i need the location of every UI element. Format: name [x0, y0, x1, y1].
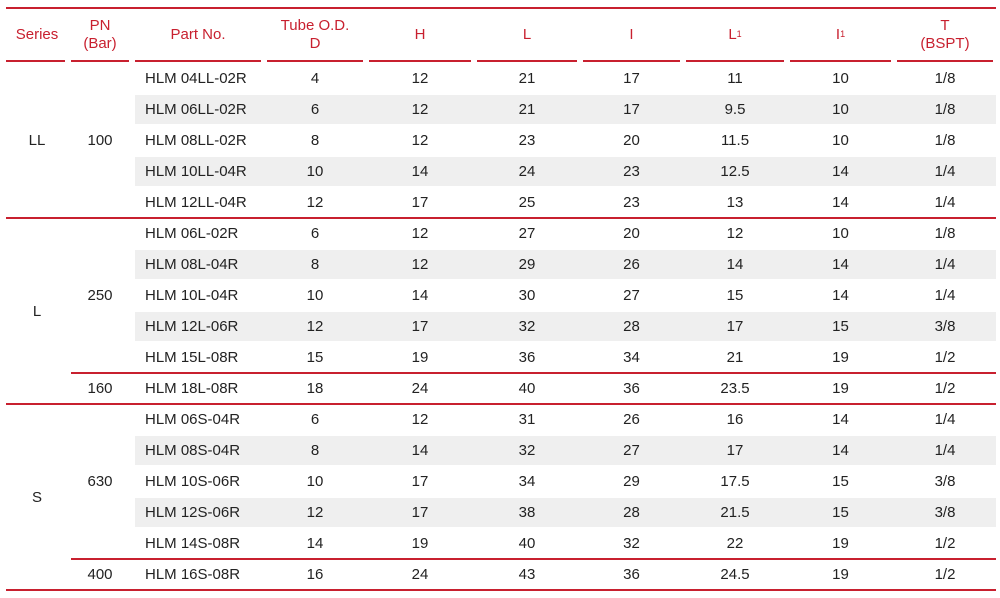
header-rule [897, 60, 993, 62]
table-cell: 23.5 [720, 380, 750, 397]
pn-cell: 100 [87, 132, 113, 149]
table-cell: 14 [306, 535, 324, 552]
table-cell: 17 [726, 442, 744, 459]
table-cell: 14 [411, 287, 429, 304]
table-cell: 40 [518, 535, 536, 552]
table-cell: 12 [411, 411, 429, 428]
table-cell: 10 [306, 287, 324, 304]
table-cell: 1/4 [934, 163, 956, 180]
table-cell: 29 [518, 256, 536, 273]
table-cell: 1/8 [934, 101, 956, 118]
table-cell: 11.5 [720, 132, 750, 149]
table-cell: 14 [832, 194, 849, 211]
pn-cell: 160 [87, 380, 113, 397]
part-number-cell: HLM 10LL-04R [145, 163, 247, 180]
table-cell: 12 [411, 225, 429, 242]
table-cell: 27 [623, 442, 640, 459]
table-cell: 20 [623, 225, 640, 242]
table-cell: 36 [518, 349, 536, 366]
pn-block-rule [71, 558, 996, 560]
table-cell: 12 [306, 194, 324, 211]
header-rule [6, 60, 65, 62]
table-cell: 24 [411, 380, 429, 397]
table-cell: 14 [726, 256, 744, 273]
table-cell: 24 [518, 163, 536, 180]
group-rule [6, 217, 996, 219]
part-number-cell: HLM 08S-04R [145, 442, 241, 459]
table-cell: 23 [623, 163, 640, 180]
header-t-line: (BSPT) [920, 34, 970, 52]
header-i-line: I [629, 25, 634, 43]
table-cell: 26 [623, 256, 640, 273]
table-cell: 24.5 [720, 566, 750, 583]
table-cell: 14 [411, 163, 429, 180]
table-cell: 1/4 [934, 194, 956, 211]
pn-block-rule [71, 372, 996, 374]
header-l-line: L [522, 25, 532, 43]
table-cell: 6 [310, 411, 320, 428]
table-cell: 19 [832, 380, 849, 397]
table-cell: 3/8 [934, 473, 956, 490]
header-part-no [132, 9, 264, 60]
pn-cell: 630 [87, 473, 113, 490]
table-cell: 17 [411, 473, 429, 490]
table-cell: 12 [411, 132, 429, 149]
table-cell: 16 [726, 411, 744, 428]
table-cell: 17 [623, 70, 640, 87]
spec-table [6, 7, 996, 592]
table-cell: 15 [832, 318, 849, 335]
table-cell: 21.5 [720, 504, 750, 521]
group-rule [6, 589, 996, 591]
header-l1-main: L [728, 25, 737, 43]
part-number-cell: HLM 12LL-04R [145, 194, 247, 211]
table-cell: 17.5 [720, 473, 750, 490]
pn-cell: 400 [87, 566, 113, 583]
table-cell: 14 [411, 442, 429, 459]
header-l1-sub: 1 [736, 28, 742, 39]
table-cell: 1/4 [934, 287, 956, 304]
header-rule [135, 60, 261, 62]
header-h [366, 9, 474, 60]
header-rule [71, 60, 129, 62]
table-cell: 11 [727, 70, 743, 87]
part-number-cell: HLM 08LL-02R [145, 132, 247, 149]
table-cell: 31 [518, 411, 536, 428]
table-cell: 34 [518, 473, 536, 490]
table-cell: 12 [306, 318, 324, 335]
table-cell: 20 [623, 132, 640, 149]
series-cell: S [31, 488, 42, 506]
header-h-line: H [414, 25, 426, 43]
part-number-cell: HLM 06L-02R [145, 225, 239, 242]
group-rule [6, 403, 996, 405]
table-cell: 8 [310, 256, 320, 273]
table-cell: 15 [832, 504, 849, 521]
header-rule [686, 60, 784, 62]
table-cell: 28 [623, 504, 640, 521]
table-cell: 15 [306, 349, 324, 366]
table-cell: 19 [411, 349, 429, 366]
header-tube-od-line: Tube O.D. [280, 16, 350, 34]
table-cell: 10 [832, 225, 849, 242]
table-cell: 18 [306, 380, 324, 397]
series-cell: L [32, 302, 42, 320]
table-cell: 1/2 [934, 349, 956, 366]
table-cell: 21 [518, 101, 536, 118]
header-t [894, 9, 996, 60]
part-number-cell: HLM 14S-08R [145, 535, 241, 552]
table-cell: 17 [411, 194, 429, 211]
part-number-cell: HLM 04LL-02R [145, 70, 247, 87]
table-cell: 1/4 [934, 256, 956, 273]
table-cell: 29 [623, 473, 640, 490]
table-cell: 12 [411, 70, 429, 87]
table-cell: 36 [623, 380, 640, 397]
table-cell: 10 [832, 70, 849, 87]
table-cell: 17 [726, 318, 744, 335]
table-cell: 12.5 [720, 163, 750, 180]
table-cell: 8 [310, 442, 320, 459]
table-cell: 32 [623, 535, 640, 552]
table-cell: 28 [623, 318, 640, 335]
header-rule [477, 60, 577, 62]
table-cell: 10 [832, 132, 849, 149]
table-cell: 19 [832, 535, 849, 552]
table-cell: 25 [518, 194, 536, 211]
table-cell: 19 [832, 349, 849, 366]
table-cell: 32 [518, 318, 536, 335]
header-rule [267, 60, 363, 62]
table-cell: 24 [411, 566, 429, 583]
part-number-cell: HLM 10S-06R [145, 473, 241, 490]
table-cell: 4 [310, 70, 320, 87]
header-part-no-line: Part No. [170, 25, 226, 43]
table-cell: 8 [310, 132, 320, 149]
table-cell: 10 [306, 473, 324, 490]
part-number-cell: HLM 08L-04R [145, 256, 239, 273]
table-cell: 14 [832, 442, 849, 459]
part-number-cell: HLM 12S-06R [145, 504, 241, 521]
table-cell: 15 [832, 473, 849, 490]
table-cell: 9.5 [724, 101, 746, 118]
table-cell: 6 [310, 225, 320, 242]
header-rule [583, 60, 680, 62]
table-cell: 38 [518, 504, 536, 521]
header-rule [369, 60, 471, 62]
table-cell: 1/4 [934, 442, 956, 459]
table-cell: 10 [306, 163, 324, 180]
header-series-line: Series [15, 25, 59, 43]
table-cell: 43 [518, 566, 536, 583]
table-cell: 14 [832, 163, 849, 180]
table-cell: 12 [306, 504, 324, 521]
header-pn [68, 9, 132, 60]
header-i1 [787, 9, 894, 60]
table-cell: 14 [832, 287, 849, 304]
header-l [474, 9, 580, 60]
table-cell: 1/2 [934, 380, 956, 397]
header-i1-main: I [835, 25, 841, 43]
table-cell: 15 [726, 287, 744, 304]
table-cell: 30 [518, 287, 536, 304]
table-cell: 1/8 [934, 70, 956, 87]
header-i [580, 9, 683, 60]
header-l1 [683, 9, 787, 60]
table-cell: 27 [518, 225, 536, 242]
table-cell: 12 [411, 256, 429, 273]
table-cell: 1/8 [934, 225, 956, 242]
table-cell: 12 [411, 101, 429, 118]
table-cell: 16 [306, 566, 324, 583]
header-pn-line: PN [89, 16, 111, 34]
table-cell: 34 [623, 349, 640, 366]
part-number-cell: HLM 10L-04R [145, 287, 239, 304]
pn-cell: 250 [87, 287, 113, 304]
table-cell: 1/4 [934, 411, 956, 428]
header-series [6, 9, 68, 60]
table-cell: 12 [726, 225, 744, 242]
table-cell: 14 [832, 256, 849, 273]
table-cell: 26 [623, 411, 640, 428]
part-number-cell: HLM 18L-08R [145, 380, 239, 397]
table-cell: 13 [726, 194, 744, 211]
part-number-cell: HLM 16S-08R [145, 566, 241, 583]
table-cell: 1/8 [934, 132, 956, 149]
table-cell: 14 [832, 411, 849, 428]
series-cell: LL [28, 132, 46, 149]
table-cell: 1/2 [934, 566, 956, 583]
table-cell: 19 [832, 566, 849, 583]
part-number-cell: HLM 12L-06R [145, 318, 239, 335]
header-tube-od [264, 9, 366, 60]
table-cell: 23 [623, 194, 640, 211]
table-cell: 17 [411, 504, 429, 521]
table-cell: 27 [623, 287, 640, 304]
table-cell: 6 [310, 101, 320, 118]
table-cell: 32 [518, 442, 536, 459]
header-tube-od-line: D [309, 34, 321, 52]
header-rule [790, 60, 891, 62]
table-cell: 36 [623, 566, 640, 583]
table-cell: 17 [623, 101, 640, 118]
part-number-cell: HLM 06LL-02R [145, 101, 247, 118]
table-cell: 21 [518, 70, 536, 87]
table-cell: 3/8 [934, 504, 956, 521]
table-cell: 22 [726, 535, 744, 552]
table-cell: 40 [518, 380, 536, 397]
table-cell: 19 [411, 535, 429, 552]
table-cell: 23 [518, 132, 536, 149]
header-pn-line: (Bar) [83, 34, 117, 52]
table-cell: 10 [832, 101, 849, 118]
part-number-cell: HLM 06S-04R [145, 411, 241, 428]
header-t-line: T [940, 16, 950, 34]
table-cell: 1/2 [934, 535, 956, 552]
part-number-cell: HLM 15L-08R [145, 349, 239, 366]
table-cell: 3/8 [934, 318, 956, 335]
table-cell: 17 [411, 318, 429, 335]
table-cell: 21 [726, 349, 744, 366]
header-i1-sub: 1 [840, 28, 846, 39]
